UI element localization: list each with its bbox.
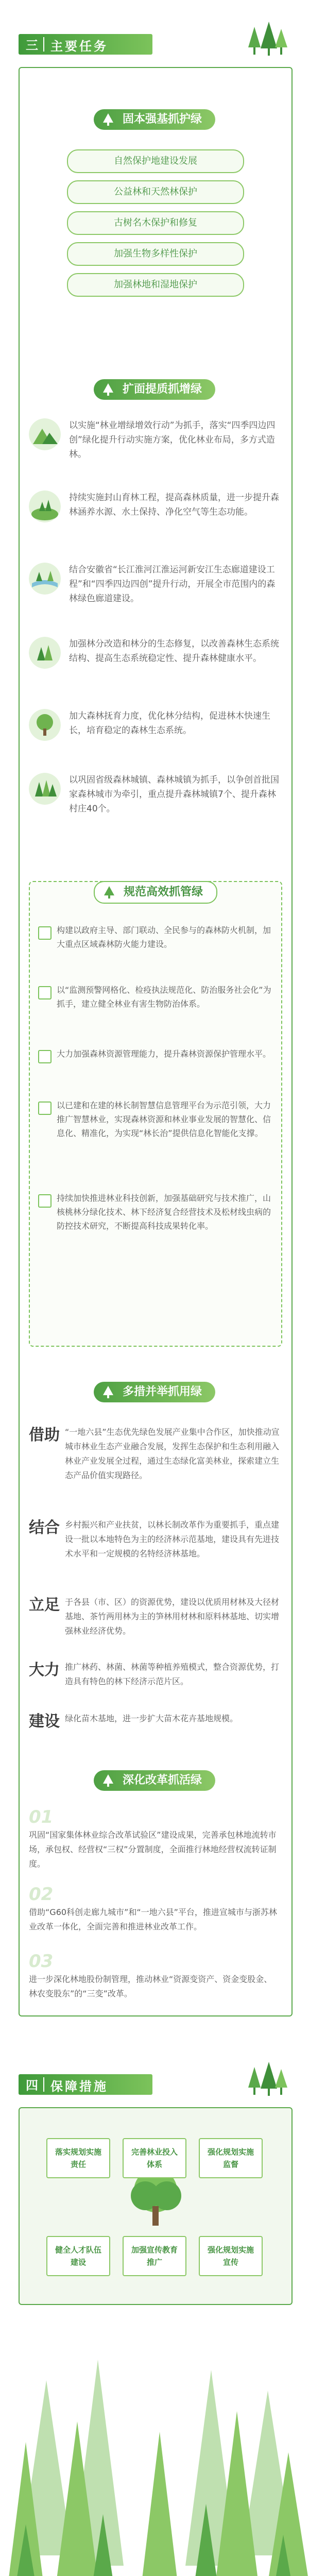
promote-item-lead: 立足 <box>29 1596 60 1614</box>
promote-item <box>29 1708 280 1739</box>
tree-icon <box>101 1385 115 1399</box>
promote-item <box>29 1422 280 1499</box>
reform-title: 深化改革抓活绿 <box>122 1774 202 1787</box>
expand-item <box>29 709 276 760</box>
expand-item <box>29 563 276 619</box>
regulate-item-text: 以“监测预警网格化、检疫执法规范化、防治服务社会化”为抓手，建立健全林业有害生物防治体系。 <box>57 985 271 1009</box>
regulate-item-text: 持续加快推进林业科技创新，加强基础研究与技术推广，山核桃林分绿化技术、林下经济复合经营技术及松材线虫病的防控技术研究，不断提高科技成果转化率。 <box>57 1193 271 1231</box>
reform-item-text: 借助“G60科创走廊九城市”和“一地六县”平台，推进宣城市与浙苏林业改革一体化，全面完善和推进林业改革工作。 <box>29 1907 277 1931</box>
reform-item <box>29 1808 280 1871</box>
tree-cluster-icon <box>244 2062 290 2098</box>
tree-icon <box>101 1773 115 1788</box>
regulate-item-text: 构建以政府主导、部门联动、全民参与的森林防火机制，加大重点区域森林防火能力建设。 <box>57 925 271 949</box>
reform-item-text: 巩固“国家集体林业综合改革试验区”建设成果，完善承包林地流转市场，承包权、经营权“三权”分置制度，全面推行林地经营权流转证制度。 <box>29 1830 277 1869</box>
promote-item-text: 绿化苗木基地，进一步扩大苗木花卉基地规模。 <box>65 1714 238 1723</box>
promote-item-lead: 结合 <box>29 1519 60 1537</box>
consolidate-heading <box>94 109 215 130</box>
reform-item <box>29 1953 280 2001</box>
regulate-item <box>38 1191 273 1268</box>
section4-number: 四 <box>26 2078 38 2093</box>
tree-icon <box>101 382 115 397</box>
promote-item-text: 推广林药、林菌、林菌等种植养殖模式，整合资源优势，打造具有特色的林下经济示范片区。 <box>65 1662 280 1686</box>
reform-item-number: 01 <box>29 1807 54 1827</box>
tree-cluster-icon <box>244 22 290 58</box>
promote-item-lead: 借助 <box>29 1426 60 1444</box>
consolidate-item: 公益林和天然林保护 <box>67 180 244 204</box>
measure-card: 加强宣传教育推广 <box>123 2236 186 2276</box>
promote-heading <box>94 1382 215 1402</box>
expand-item <box>29 418 276 475</box>
consolidate-item: 加强生物多样性保护 <box>67 242 244 266</box>
consolidate-item: 古树名木保护和修复 <box>67 211 244 235</box>
regulate-item-text: 以已建和在建的林长制智慧信息管理平台为示范引领，大力推广智慧林业，实现森林资源和林业事业发展的智慧化、信息化、精准化，为实现“林长治”提供信息化智能化支撑。 <box>57 1100 271 1138</box>
promote-item <box>29 1515 280 1577</box>
regulate-item <box>38 983 273 1029</box>
expand-item-text: 以实施“林业增绿增效行动”为抓手，落实“四季四边四创”绿化提升行动实施方案，优化林业布局，多方式造林。 <box>69 420 276 460</box>
tree-icon <box>102 885 116 900</box>
section3-title: 主要任务 <box>50 39 108 54</box>
consolidate-title: 固本强基抓护绿 <box>122 113 202 126</box>
measure-card: 健全人才队伍建设 <box>46 2236 110 2276</box>
promote-title: 多措并举抓用绿 <box>122 1385 202 1398</box>
forest-town-icon <box>29 773 61 805</box>
section3-header <box>19 31 290 58</box>
measure-card: 强化规划实施监督 <box>199 2138 263 2178</box>
expand-item <box>29 773 279 829</box>
expand-item <box>29 637 279 693</box>
expand-item-text: 加强林分改造和林分的生态修复，以改善森林生态系统结构、提高生态系统稳定性、提升森林健康水平。 <box>69 639 279 664</box>
reform-item <box>29 1886 280 1934</box>
promote-item-text: 于各县（市、区）的资源优势，建设以优质用材林及大径材基地、茶竹两用林为主的笋林用材林和原料林基地、切实增强林业经济优势。 <box>65 1597 280 1636</box>
measure-card: 完善林业投入体系 <box>123 2138 186 2178</box>
reform-item-text: 进一步深化林地股份制管理，推动林业“资源变资产、资金变股金、林农变股东”的“三变”改革。 <box>29 1974 272 1998</box>
promote-item-lead: 大力 <box>29 1661 60 1679</box>
regulate-item-text: 大力加强森林资源管理能力，提升森林资源保护管理水平。 <box>57 1049 271 1059</box>
section4-separator <box>43 2077 44 2092</box>
forest-illustration <box>0 2339 309 2576</box>
measure-card: 强化规划实施宣传 <box>199 2236 263 2276</box>
bullet-square-icon <box>38 986 52 999</box>
bullet-square-icon <box>38 1194 52 1208</box>
section4-title: 保障措施 <box>50 2079 108 2094</box>
promote-item <box>29 1592 280 1643</box>
promote-item <box>29 1657 280 1698</box>
consolidate-item: 加强林地和湿地保护 <box>67 273 244 297</box>
regulate-item <box>38 1098 273 1176</box>
regulate-title: 规范高效抓管绿 <box>123 886 203 899</box>
expand-heading <box>94 379 215 400</box>
reform-heading <box>94 1770 215 1791</box>
tree-icon <box>101 112 115 127</box>
expand-item-text: 加大森林抚育力度，优化林分结构，促进林木快速生长，培育稳定的森林生态系统。 <box>69 711 270 736</box>
expand-item-text: 结合安徽省“长江淮河江淮运河新安江生态廊道建设工程”和“四季四边四创”提升行动，开展全市范围内的森林绿色廊道建设。 <box>69 565 276 604</box>
section3-number: 三 <box>26 38 38 53</box>
reform-item-number: 03 <box>29 1951 54 1972</box>
bullet-square-icon <box>38 926 52 940</box>
big-tree-icon <box>29 709 61 741</box>
consolidate-item: 自然保护地建设发展 <box>67 149 244 173</box>
promote-item-text: “一地六县”生态优先绿色发展产业集中合作区，加快推动宣城市林业生态产业融合发展，发挥生态保护和生态利用融入林业产业发展全过程，通过生态绿化富美林业，探索建立生态产品价值实现路径。 <box>65 1427 280 1480</box>
forest-repair-icon <box>29 637 61 669</box>
hill-forest-icon <box>29 490 61 522</box>
expand-item-text: 以巩固省级森林城镇、森林城镇为抓手，以争创首批国家森林城市为牵引，重点提升森林城镇7个、提升森林村庄40个。 <box>69 775 279 814</box>
reform-item-number: 02 <box>29 1884 54 1905</box>
promote-item-text: 乡村振兴和产业扶贫，以林长制改革作为重要抓手，重点建设一批以本地特色为主的经济林示范基地，建设具有先进技术水平和一定规模的名特经济林基地。 <box>65 1520 280 1558</box>
section4-header <box>19 2071 290 2098</box>
bullet-square-icon <box>38 1101 52 1115</box>
expand-title: 扩面提质抓增绿 <box>122 383 202 396</box>
river-corridor-icon <box>29 563 61 595</box>
regulate-item <box>38 1047 273 1083</box>
mountain-forest-icon <box>29 418 61 450</box>
regulate-item <box>38 923 273 970</box>
regulate-heading <box>94 881 217 904</box>
bullet-square-icon <box>38 1050 52 1063</box>
regulate-panel <box>29 881 282 1347</box>
promote-item-lead: 建设 <box>29 1713 60 1731</box>
section3-separator <box>43 37 44 52</box>
expand-item-text: 持续实施封山育林工程，提高森林质量，进一步提升森林涵养水源、水土保持、净化空气等生态功能。 <box>69 493 279 517</box>
measure-card: 落实规划实施责任 <box>46 2138 110 2178</box>
expand-item <box>29 490 279 547</box>
